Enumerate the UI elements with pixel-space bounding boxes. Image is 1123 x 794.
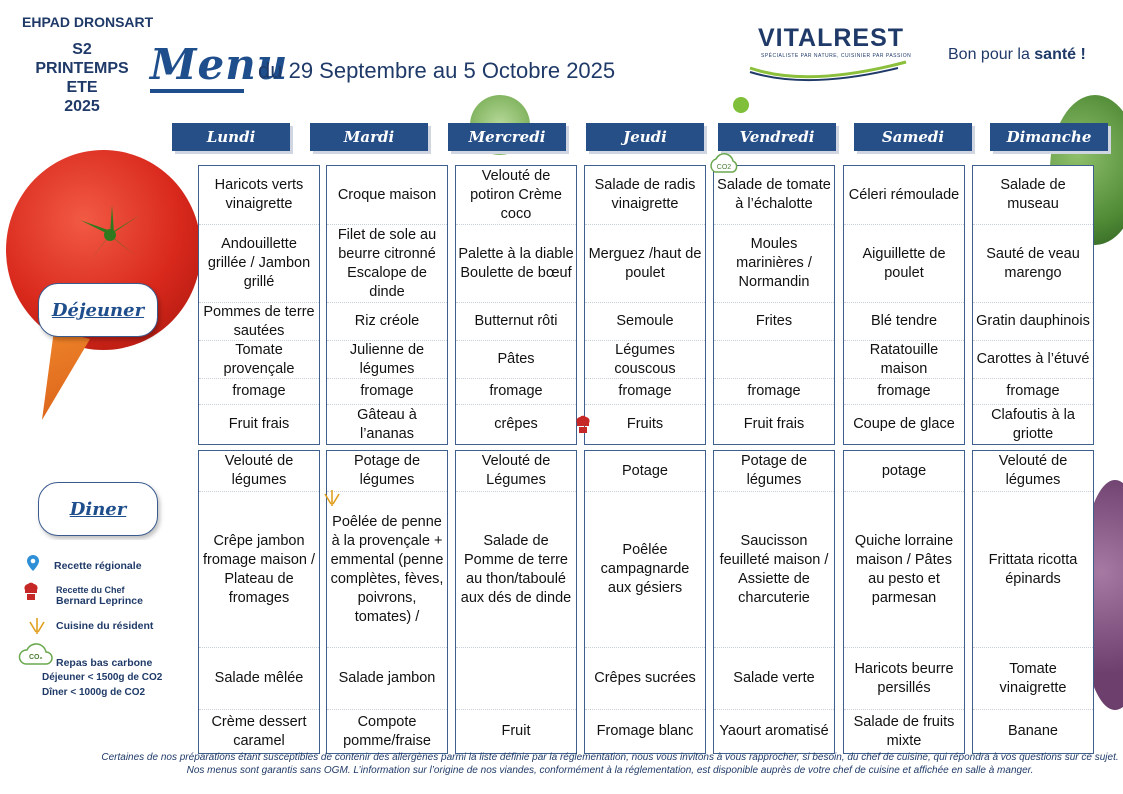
lunch-column-mardi [326, 165, 448, 445]
chef-hat-icon [22, 582, 40, 600]
day-header-dimanche: Dimanche [990, 123, 1108, 151]
lunch-dish: Gâteau à l’ananas [327, 404, 447, 444]
dinner-dish: Potage de légumes [353, 453, 421, 488]
tomato-stem-illustration [70, 200, 150, 270]
dinner-dish: Saucisson feuilleté maison / Assiette de charcuterie [714, 491, 834, 647]
lunch-dish: Salade de museau [1000, 177, 1066, 212]
lunch-dish: Ratatouille maison [844, 340, 964, 378]
day-header-samedi: Samedi [854, 123, 972, 151]
svg-text:CO2: CO2 [716, 164, 732, 171]
dinner-dish: Potage de légumes [740, 453, 808, 488]
season-block [22, 40, 142, 116]
lunch-column-vendredi [713, 165, 835, 445]
lunch-dish: Riz créole [327, 302, 447, 340]
legend-panel [0, 540, 178, 740]
dinner-dish: Yaourt aromatisé [714, 709, 834, 753]
dinner-dish: Velouté de légumes [998, 453, 1068, 488]
date-range: du 29 Septembre au 5 Octobre 2025 [258, 58, 616, 83]
lunch-dish: Pommes de terre sautées [199, 302, 319, 340]
season-line: 2025 [64, 98, 100, 115]
legend-low-carbon-dinner: Dîner < 1000g de CO2 [42, 687, 146, 698]
dinner-dish: Crêpes sucrées [585, 647, 705, 709]
lunch-dish: Gratin dauphinois [973, 302, 1093, 340]
vitalrest-logo: VITALREST [758, 24, 905, 52]
dinner-dish: Velouté de Légumes [481, 453, 551, 488]
lunch-dish: Velouté de potiron Crème coco [470, 167, 562, 222]
lunch-dish: Clafoutis à la griotte [973, 404, 1093, 444]
lunch-column-lundi [198, 165, 320, 445]
dinner-column-samedi [843, 450, 965, 754]
meal-label-lunch: Déjeuner [38, 283, 158, 337]
meal-label-dinner: Diner [38, 482, 158, 536]
day-header-mercredi: Mercredi [448, 123, 566, 151]
dinner-dish: Potage [622, 462, 668, 479]
dinner-dish: Fruit [456, 709, 576, 753]
dinner-column-dimanche [972, 450, 1094, 754]
carrot-illustration [30, 330, 90, 420]
lunch-column-mercredi [455, 165, 577, 445]
lunch-dish: Blé tendre [844, 302, 964, 340]
lunch-dish: Aiguillette de poulet [844, 224, 964, 302]
dinner-dish: Tomate vinaigrette [973, 647, 1093, 709]
lunch-dish: Coupe de glace [844, 404, 964, 444]
day-header-jeudi: Jeudi [586, 123, 704, 151]
lunch-dish: crêpes [456, 404, 576, 444]
dinner-dish: potage [881, 462, 927, 479]
day-header-lundi: Lundi [172, 123, 290, 151]
lunch-dish: fromage [973, 378, 1093, 404]
lunch-dish: fromage [456, 378, 576, 404]
dinner-dish: Quiche lorraine maison / Pâtes au pesto et parmesan [844, 491, 964, 647]
lunch-dish: Tomate provençale [199, 340, 319, 378]
dinner-dish [456, 647, 576, 709]
dinner-dish: Poêlée campagnarde aux gésiers [585, 491, 705, 647]
lunch-column-dimanche [972, 165, 1094, 445]
logo-swoosh-icon [748, 58, 908, 87]
chef-recipe-icon [574, 415, 592, 440]
lunch-column-jeudi [584, 165, 706, 445]
legend-chef-line2: Bernard Leprince [56, 595, 143, 607]
dinner-dish: Frittata ricotta épinards [973, 491, 1093, 647]
dinner-dish: Salade mêlée [199, 647, 319, 709]
dinner-dish: Velouté de légumes [224, 453, 294, 488]
lunch-dish: Semoule [585, 302, 705, 340]
legend-low-carbon: Repas bas carbone [56, 657, 153, 669]
lunch-dish: Filet de sole au beurre citronné Escalope de dinde [327, 224, 447, 302]
slogan [948, 46, 1086, 64]
lunch-dish [714, 340, 834, 378]
menu-title-underline [150, 89, 244, 93]
legend-low-carbon-lunch: Déjeuner < 1500g de CO2 [42, 672, 163, 683]
lunch-dish: Julienne de légumes [327, 340, 447, 378]
lunch-dish: Fruit frais [199, 404, 319, 444]
lunch-dish: Haricots verts vinaigrette [214, 177, 304, 212]
lunch-dish: Salade de radis vinaigrette [594, 177, 696, 212]
pea-illustration [733, 97, 749, 113]
lunch-dish: Pâtes [456, 340, 576, 378]
lunch-dish: Salade de tomate à l’échalotte [717, 177, 831, 212]
dinner-column-vendredi [713, 450, 835, 754]
establishment-name: EHPAD DRONSART [22, 14, 154, 30]
dinner-dish: Crème dessert caramel [199, 709, 319, 753]
dinner-column-mardi [326, 450, 448, 754]
dinner-dish: Salade de fruits mixte [844, 709, 964, 753]
lunch-dish: fromage [327, 378, 447, 404]
low-carbon-icon [707, 152, 741, 181]
lunch-dish: Frites [714, 302, 834, 340]
dinner-dish: Crêpe jambon fromage maison / Plateau de fromages [199, 491, 319, 647]
allergen-disclaimer: Certaines de nos préparations étant susceptibles de contenir des allergènes parmi la liste définie par la réglementation, nous vous invitons à vous rapprocher, si besoin, du chef de cuisine, qui répondra à vos questions sur ce sujet. Nos menus sont garantis sans OGM. L’information sur l’origine de nos viandes, conformément à la réglementation, est disponible auprès de votre chef de cuisine et affichée en salle à manger. [101, 752, 1119, 776]
dinner-dish: Salade verte [714, 647, 834, 709]
lunch-dish: Merguez /haut de poulet [585, 224, 705, 302]
season-line: ETE [66, 79, 98, 96]
lunch-dish: fromage [714, 378, 834, 404]
legend-regional: Recette régionale [54, 560, 142, 572]
dinner-dish: Banane [973, 709, 1093, 753]
lunch-dish: Fruit frais [714, 404, 834, 444]
legend-co2-badge: CO₂ [29, 654, 43, 661]
dinner-column-lundi [198, 450, 320, 754]
dinner-dish: Haricots beurre persillés [844, 647, 964, 709]
slogan-bold: santé ! [1034, 46, 1086, 63]
dinner-dish: Fromage blanc [585, 709, 705, 753]
legend-resident: Cuisine du résident [56, 620, 154, 632]
legend-chef-line1: Recette du Chef [56, 585, 125, 595]
dinner-column-jeudi [584, 450, 706, 754]
season-line: PRINTEMPS [35, 60, 129, 77]
lunch-dish: Fruits [585, 404, 705, 444]
lunch-dish: fromage [199, 378, 319, 404]
lunch-dish: fromage [585, 378, 705, 404]
lunch-dish: Céleri rémoulade [848, 186, 960, 203]
day-header-mardi: Mardi [310, 123, 428, 151]
lunch-dish: Butternut rôti [456, 302, 576, 340]
menu-title: Menu [150, 40, 289, 89]
lunch-column-samedi [843, 165, 965, 445]
day-header-vendredi: Vendredi [718, 123, 836, 151]
lunch-dish: fromage [844, 378, 964, 404]
slogan-text: Bon pour la [948, 46, 1035, 63]
lunch-dish: Moules marinières / Normandin [714, 224, 834, 302]
lunch-dish: Légumes couscous [585, 340, 705, 378]
vitalrest-tagline: SPÉCIALISTE PAR NATURE, CUISINIER PAR PASSION [761, 53, 912, 59]
lunch-dish: Andouillette grillée / Jambon grillé [199, 224, 319, 302]
dinner-dish: Compote pomme/fraise [327, 709, 447, 753]
dinner-column-mercredi [455, 450, 577, 754]
dinner-dish: Poêlée de penne à la provençale + emmental (penne complètes, fèves, poivrons, tomates) / [327, 491, 447, 647]
season-line: S2 [72, 41, 92, 58]
location-pin-icon [24, 554, 42, 572]
dinner-dish: Salade jambon [327, 647, 447, 709]
lunch-dish: Croque maison [337, 186, 437, 203]
resident-icon [28, 616, 46, 634]
dinner-dish: Salade de Pomme de terre au thon/taboulé aux dés de dinde [456, 491, 576, 647]
lunch-dish: Carottes à l’étuvé [973, 340, 1093, 378]
lunch-dish: Palette à la diable Boulette de bœuf [456, 224, 576, 302]
lunch-dish: Sauté de veau marengo [973, 224, 1093, 302]
resident-cuisine-icon [323, 488, 341, 513]
